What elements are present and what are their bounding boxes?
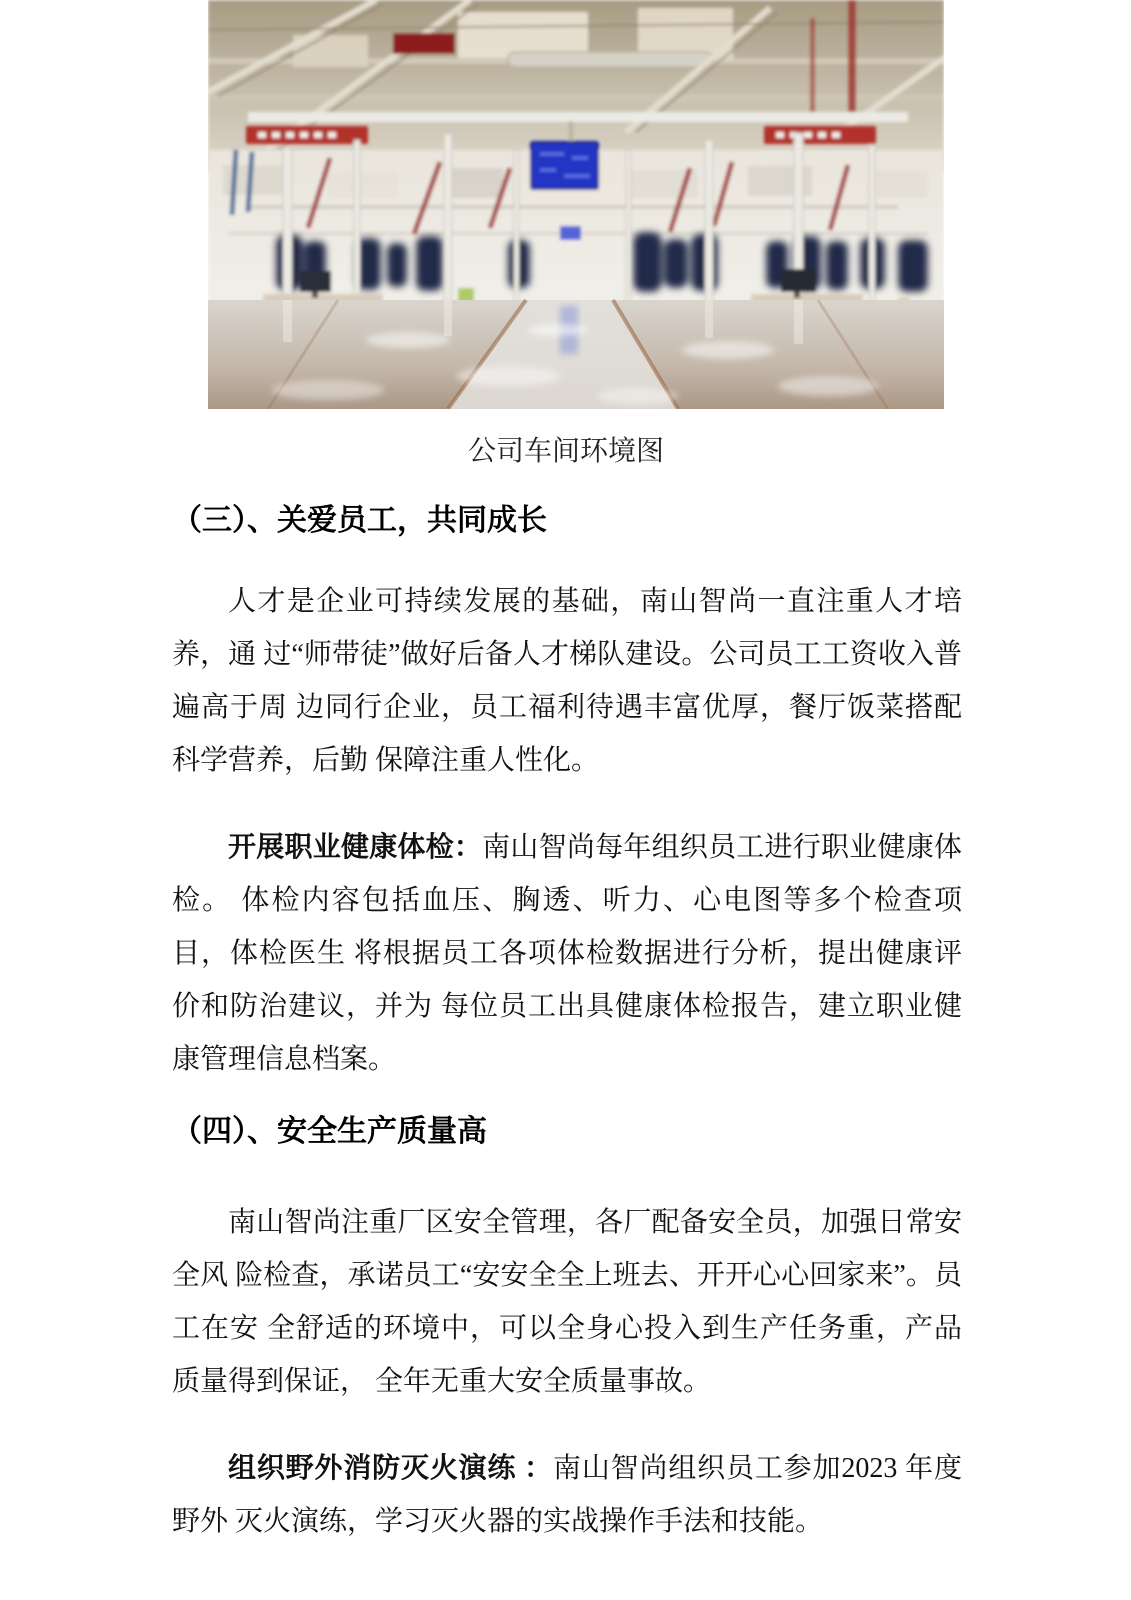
paragraph-fire-drill-body: 南山智尚组织员工参加2023 年度野外 灭火演练，学习灭火器的实战操作手法和技能。 <box>172 1453 962 1537</box>
workshop-photo <box>208 0 944 409</box>
photo-distant-screen <box>560 226 581 240</box>
paragraph-health-check-body: 南山智尚每年组织员工进行职业健康体检。 体检内容包括血压、胸透、听力、心电图等多个检查项目，体检医生 将根据员工各项体检数据进行分析，提出健康评价和防治建议，并为 每位员工出具健康体检报告，建立职业健康管理信息档案。 <box>172 832 962 1075</box>
paragraph-safety: 南山智尚注重厂区安全管理，各厂配备安全员，加强日常安全风 险检查，承诺员工“安安全全上班去、开开心心回家来”。员工在安 全舒适的环境中，可以全身心投入到生产任务重，产品质量得到保证， 全年无重大安全质量事故。 <box>172 1207 962 1397</box>
photo-red-ceiling-sign <box>393 33 455 54</box>
paragraph-talent: 人才是企业可持续发展的基础，南山智尚一直注重人才培养，通 过“师带徒”做好后备人才梯队建设。公司员工工资收入普遍高于周 边同行企业，员工福利待遇丰富优厚，餐厅饭菜搭配科学营养，后勤 保障注重人性化。 <box>172 586 962 776</box>
photo-caption: 公司车间环境图 <box>467 436 664 467</box>
factory-floor-illustration <box>208 0 944 409</box>
paragraph-fire-drill-lead: 组织野外消防灭火演练 ： <box>228 1453 553 1484</box>
section-heading-3: （三）、关爱员工，共同成长 <box>172 504 547 537</box>
photo-red-banner-right <box>764 126 876 144</box>
paragraph-fire-drill <box>172 1442 962 1548</box>
photo-floor <box>208 300 944 409</box>
photo-red-banner-left <box>246 126 368 144</box>
paragraph-health-check <box>172 821 962 1086</box>
paragraph-health-check-lead: 开展职业健康体检： <box>228 832 483 863</box>
section-heading-4: （四）、安全生产质量高 <box>172 1115 487 1148</box>
